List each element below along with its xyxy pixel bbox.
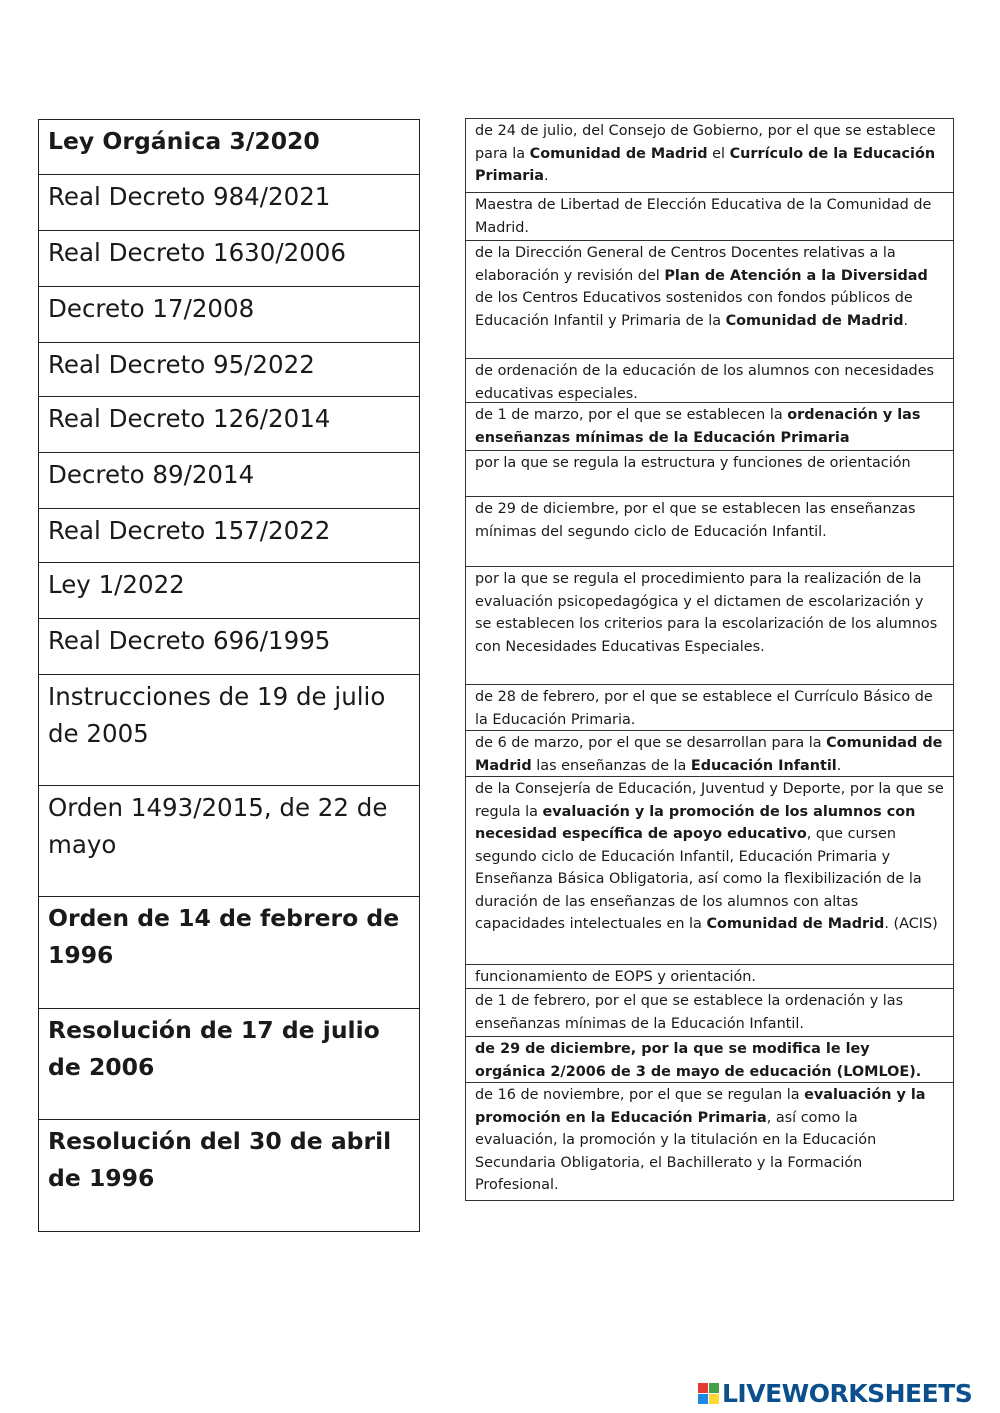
text-segment: de 16 de noviembre, por el que se regulan la xyxy=(475,1087,805,1103)
law-name-cell[interactable]: Decreto 17/2008 xyxy=(39,287,419,343)
description-cell[interactable] xyxy=(466,119,953,193)
text-segment: . xyxy=(903,312,909,329)
text-segment: de la Dirección General de Centros Docentes relativas a la elaboración y revisión del xyxy=(475,245,896,284)
description-cell[interactable] xyxy=(466,241,953,359)
law-name-cell[interactable]: Ley 1/2022 xyxy=(39,563,419,619)
description-cell[interactable] xyxy=(466,965,953,989)
description-cell[interactable] xyxy=(466,1083,953,1201)
text-segment: . (ACIS) xyxy=(884,916,938,932)
law-name-cell[interactable]: Ley Orgánica 3/2020 xyxy=(39,120,419,175)
description-cell[interactable] xyxy=(466,451,953,497)
text-segment: , que cursen segundo ciclo de Educación Infantil, Educación Primaria y Enseñanza Básica Obligatoria, así como la flexibilización de la duración de las enseñanzas de los alumnos con altas capacidades intelectuales en la xyxy=(475,826,922,932)
text-segment: . xyxy=(544,168,549,184)
bold-text: Plan de Atención a la Diversidad xyxy=(664,267,928,284)
law-name-cell[interactable]: Orden 1493/2015, de 22 de mayo xyxy=(39,786,419,897)
liveworksheets-logo xyxy=(698,1378,972,1408)
text-segment: de la Consejería de Educación, Juventud y Deporte, por la que se regula la xyxy=(475,781,944,820)
description-cell[interactable] xyxy=(466,685,953,731)
text-segment: por la que se regula la estructura y funciones de orientación xyxy=(475,455,911,471)
text-segment: de 6 de marzo, por el que se desarrollan para la xyxy=(475,735,827,751)
law-name-cell[interactable]: Real Decreto 157/2022 xyxy=(39,509,419,563)
description-cell[interactable] xyxy=(466,989,953,1037)
text-segment: de 28 de febrero, por el que se establece el Currículo Básico de la Educación Primaria. xyxy=(475,689,933,728)
bold-text: Comunidad de Madrid xyxy=(706,916,885,932)
description-cell[interactable] xyxy=(466,777,953,965)
bold-text: Educación Infantil xyxy=(690,757,837,774)
text-segment: por la que se regula el procedimiento para la realización de la evaluación psicopedagógica y el dictamen de escolarización y se establecen los criterios para la escolarización de los alumnos con Necesidades Educativas Especiales. xyxy=(475,571,938,655)
law-name-cell[interactable]: Resolución del 30 de abril de 1996 xyxy=(39,1120,419,1232)
logo-square xyxy=(709,1394,719,1404)
bold-text: evaluación y la promoción de los alumnos con necesidad específica de apoyo educativo xyxy=(475,803,916,842)
logo-square xyxy=(698,1383,708,1393)
description-cell[interactable] xyxy=(466,193,953,241)
bold-text: ordenación y las enseñanzas mínimas de la Educación Primaria xyxy=(475,407,921,446)
text-segment: de ordenación de la educación de los alumnos con necesidades educativas especiales. xyxy=(475,363,935,402)
text-segment: funcionamiento de EOPS y orientación. xyxy=(475,969,756,985)
law-name-cell[interactable]: Real Decreto 95/2022 xyxy=(39,343,419,397)
logo-text: LIVEWORKSHEETS xyxy=(722,1378,973,1408)
text-segment: de los Centros Educativos sostenidos con fondos públicos de Educación Infantil y Primaria de la xyxy=(475,290,913,329)
law-name-cell[interactable]: Real Decreto 984/2021 xyxy=(39,175,419,231)
law-names-table xyxy=(38,119,420,1232)
bold-text: Currículo de la Educación Primaria xyxy=(475,145,936,184)
text-segment: el xyxy=(707,145,730,162)
description-cell[interactable] xyxy=(466,731,953,777)
text-segment: las enseñanzas de la xyxy=(531,757,691,774)
description-cell[interactable] xyxy=(466,403,953,451)
law-descriptions-table xyxy=(465,118,954,1201)
bold-text: Comunidad de Madrid xyxy=(529,145,708,162)
law-name-cell[interactable]: Orden de 14 de febrero de 1996 xyxy=(39,897,419,1009)
text-segment: , así como la evaluación, la promoción y la titulación en la Educación Secundaria Obligatoria, el Bachillerato y la Formación Profesional. xyxy=(475,1109,877,1193)
text-segment: Maestra de Libertad de Elección Educativa de la Comunidad de Madrid. xyxy=(475,197,932,236)
bold-text: evaluación y la promoción en la Educación Primaria xyxy=(475,1087,926,1126)
logo-square xyxy=(698,1394,708,1404)
description-cell[interactable] xyxy=(466,497,953,567)
text-segment: . xyxy=(836,757,842,774)
bold-text: Comunidad de Madrid xyxy=(475,735,943,774)
law-name-cell[interactable]: Real Decreto 696/1995 xyxy=(39,619,419,675)
text-segment: de 24 de julio, del Consejo de Gobierno, por el que se establece para la xyxy=(475,123,936,162)
logo-square xyxy=(709,1383,719,1393)
law-name-cell[interactable]: Real Decreto 1630/2006 xyxy=(39,231,419,287)
law-name-cell[interactable]: Decreto 89/2014 xyxy=(39,453,419,509)
law-name-cell[interactable]: Instrucciones de 19 de julio de 2005 xyxy=(39,675,419,786)
law-name-cell[interactable]: Resolución de 17 de julio de 2006 xyxy=(39,1009,419,1120)
logo-icon xyxy=(698,1383,719,1404)
text-segment: de 1 de febrero, por el que se establece la ordenación y las enseñanzas mínimas de la Educación Infantil. xyxy=(475,993,904,1032)
description-cell[interactable] xyxy=(466,567,953,685)
text-segment: de 1 de marzo, por el que se establecen la xyxy=(475,407,788,423)
bold-text: Comunidad de Madrid xyxy=(725,312,904,329)
law-name-cell[interactable]: Real Decreto 126/2014 xyxy=(39,397,419,453)
bold-text: de 29 de diciembre, por la que se modifica le ley orgánica 2/2006 de 3 de mayo de educación (LOMLOE). xyxy=(475,1041,922,1080)
text-segment: de 29 de diciembre, por el que se establecen las enseñanzas mínimas del segundo ciclo de Educación Infantil. xyxy=(475,501,916,540)
description-cell[interactable] xyxy=(466,1037,953,1083)
description-cell[interactable] xyxy=(466,359,953,403)
